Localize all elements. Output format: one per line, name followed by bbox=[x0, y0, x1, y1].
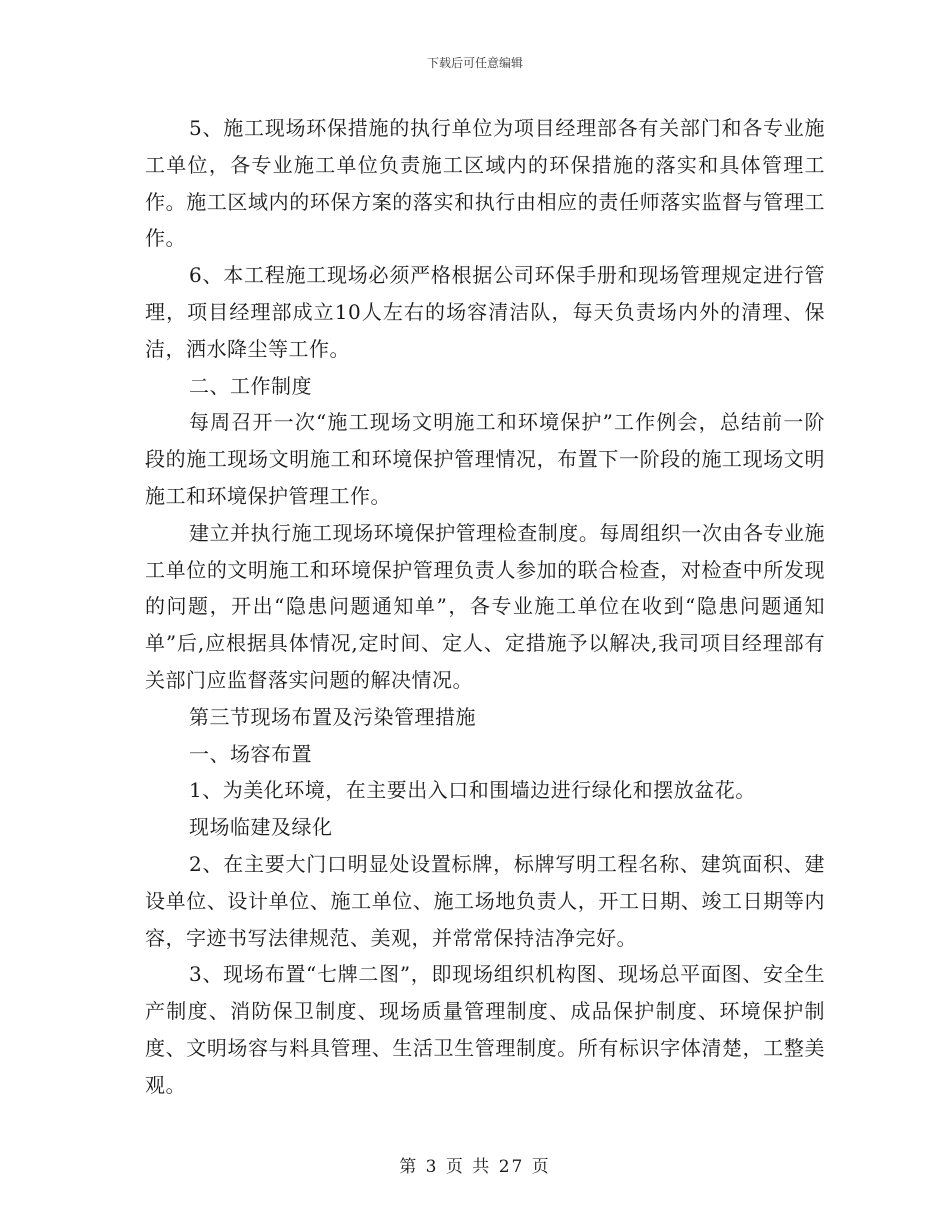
subheading-temporary-buildings: 现场临建及绿化 bbox=[189, 815, 333, 840]
paragraph-1-greening: 1、为美化环境，在主要出入口和围墙边进行绿化和摆放盆花。 bbox=[189, 778, 756, 803]
section-heading-third: 第三节现场布置及污染管理措施 bbox=[189, 704, 476, 729]
paragraph-2-signboard: 2、在主要大门口明显处设置标牌，标牌写明工程名称、建筑面积、建设单位、设计单位、施工单位、施工场地负责人，开工日期、竣工日期等内容，字迹书写法律规范、美观，并常常保持洁净完好。 bbox=[145, 851, 825, 950]
paragraph-inspection: 建立并执行施工现场环境保护管理检查制度。每周组织一次由各专业施工单位的文明施工和环境保护管理负责人参加的联合检查，对检查中所发现的问题，开出“隐患问题通知单”，各专业施工单位在收到“隐患问题通知单”后,应根据具体情况,定时间、定人、定措施予以解决,我司项目经理部有关部门应监督落实问题的解决情况。 bbox=[145, 520, 825, 692]
section-heading-site-layout: 一、场容布置 bbox=[189, 741, 312, 766]
section-heading-work-system: 二、工作制度 bbox=[189, 373, 312, 398]
paragraph-5: 5、施工现场环保措施的执行单位为项目经理部各有关部门和各专业施工单位，各专业施工单位负责施工区域内的环保措施的落实和具体管理工作。施工区域内的环保方案的落实和执行由相应的责任师落实监督与管理工作。 bbox=[145, 116, 825, 251]
paragraph-weekly-meeting: 每周召开一次“施工现场文明施工和环境保护”工作例会，总结前一阶段的施工现场文明施工和环境保护管理情况，布置下一阶段的施工现场文明施工和环境保护管理工作。 bbox=[145, 410, 825, 508]
paragraph-6: 6、本工程施工现场必须严格根据公司环保手册和现场管理规定进行管理，项目经理部成立10人左右的场容清洁队，每天负责场内外的清理、保洁，洒水降尘等工作。 bbox=[145, 263, 825, 361]
page-header: 下载后可任意编辑 bbox=[426, 56, 523, 70]
document-body bbox=[145, 110, 825, 1104]
page-footer: 第 3 页 共 27 页 bbox=[399, 1157, 551, 1177]
paragraph-3-boards: 3、现场布置“七牌二图”，即现场组织机构图、现场总平面图、安全生产制度、消防保卫制度、现场质量管理制度、成品保护制度、环境保护制度、文明场容与料具管理、生活卫生管理制度。所有标识字体清楚，工整美观。 bbox=[145, 962, 825, 1097]
